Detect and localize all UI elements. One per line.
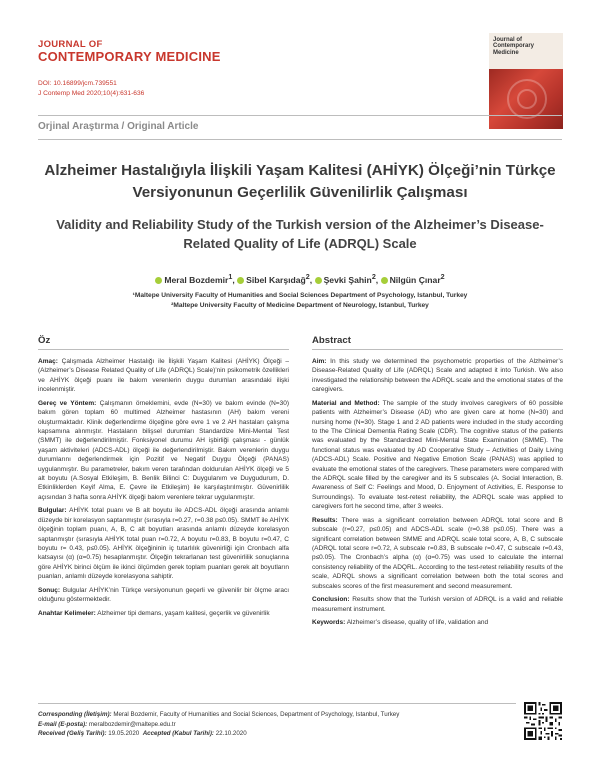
journal-name-line1: JOURNAL OF [38, 39, 103, 50]
header-divider [38, 115, 562, 116]
received-date: 19.05.2020 [108, 730, 140, 738]
oz-keywords: Alzheimer tipi demans, yaşam kalitesi, geçerlik ve güvenirlik [97, 609, 270, 617]
author[interactable]: Şevki Şahin$^2$ [315, 275, 376, 285]
correspondence: Corresponding (İletişim): Meral Bozdemir, Faculty of Humanities and Social Sciences, Department of Psychology, Istanbul, Turkey E-mail (E-posta): meralbozdemir@maltepe.edu.tr Received (Geliş Tarihi): 19.05.2020 Accepted (Kabul Tarihi): 22.10.2020 [38, 711, 400, 738]
oz-sonuc: Bulgular AHİYK’nin Türkçe versiyonunun geçerli ve güvenilir bir ölçme aracı olduğunu göstermektedir. [38, 586, 289, 604]
footer-divider [38, 703, 516, 704]
article-type-divider [38, 139, 562, 140]
abstract-aim: In this study we determined the psychometric properties of the Alzheimer’s Disease-Related Quality of Life (ADRQL) Scale and adapted it into Turkish. We also investigated the relationship between the ADRQL scale and the emotional states of the caregivers. [312, 358, 563, 394]
abstract-heading: Abstract [312, 335, 563, 350]
orcid-icon[interactable] [315, 277, 322, 284]
author-list: Meral Bozdemir$^1$, Sibel Karşıdağ$^2$, Şevki Şahin$^2$, Nilgün Çınar$^2$ [40, 273, 560, 285]
abstract-results: There was a significant correlation between ADRQL total score and B subscale (r=0.27, p≤0.05) and ADCS-ADL scale (r=0.38 p≤0.05). There was a significant correlation between SMME and ADRQL scale total score, A, B, C subscale (ADRQL total score r=0.72, A subscale r=0.83, B subscale r=0.47, C subscale r=0.43, p≤0.05). The Cronbach’s alpha (α) (α=0.75) was used to calculate the internal consistency reliability of the ADQRL. According to the test-retest reliability results of the scale, ADRQL shows a significant correlation between both the total scores and subscales scores of the first measurement and second measurement. [312, 516, 563, 590]
abstract-conclusion: Results show that the Turkish version of ADRQL is a valid and reliable measurement instrument. [312, 596, 563, 613]
affiliation: ¹Maltepe University Faculty of Humanities and Social Sciences Department of Psychology, Istanbul, Turkey [132, 292, 468, 299]
orcid-icon[interactable] [381, 277, 388, 284]
citation: J Contemp Med 2020;10(4):631-636 [38, 90, 145, 98]
corresponding-author: Meral Bozdemir, Faculty of Humanities and Social Sciences, Department of Psychology, Istanbul, Turkey [113, 711, 400, 718]
affiliations [40, 291, 560, 311]
title-english: Validity and Reliability Study of the Turkish version of the Alzheimer’s Disease-Related Quality of Life (ADRQL) Scale [56, 217, 544, 251]
author[interactable]: Nilgün Çınar$^2$ [381, 275, 445, 285]
doi-link[interactable]: DOI: 10.16899/jcm.739551 [38, 80, 117, 87]
oz-heading: Öz [38, 335, 289, 350]
abstract-method: The sample of the study involves caregivers of 60 possible patients with Alzheimer’s Disease (AD) who are given care at home (N=30) and nursing home (N=30). Stage 1 and 2 AD patients were included in the study according to the The Clinical Dementia Rating Scale (CDR). The cognitive status of the patients was evaluated by the Standardized Mini-Mental State Examination (SMME). The functional status was evaluated by AD Cooperative Study – Activities of Daily Living (ADCS-ADL) Scale. Positive and Negative Emotion Scale (PANAS) was applied to evaluate the emotional states of the caregivers. These parameters were compared with the ADRQL scale filled by the caregiver and its 5 subscales (A. Social Interaction, B. Awareness of Self C: Feelings and Mood, D. Enjoyment of Activities, E. Response to Surroundings). To evaluate test-retest reliability, the ADRQL scale was applied to caregivers fort he second time, after 3 weeks. [312, 399, 563, 511]
oz-body: Amaç: Çalışmada Alzheimer Hastalığı ile İlişkili Yaşam Kalitesi (AHİYK) Ölçeği – (Alzheimer’s Disease Related Quality of Life (ADRQL) Scale)’nin psikometrik özellikleri ve AHİYK ölçeği puanı ile bakım verenlerin duygu durumları arasındaki ilişki incelenmiştir. Gereç ve Yöntem: Çalışmanın örneklemini, evde (N=30) ve bakım evinde (N=30) bakım gören toplam 60 multimed Alzheimer hastasının (AH) bakım vereni oluşturmaktadır. Klinik değerlendirme ölçeğine göre evre 1 ve 2 AH hastaları çalışma kapsamına alınmıştır. Hastaların bilişsel durumları Standardize Mini-Mental Test (SMMT) ile değerlendirilmiştir. Fonksiyonel durumu AH işbirliği çalışması - günlük yaşam aktiviteleri (ADCS-ADL) ölçeği ile değerlendirilmiştir. Bakım verenlerin duygu durumlarını değerlendirmek için Pozitif ve Negatif Duygu Ölçeği (PANAS) uygulanmıştır. Bu parametreler, bakım veren tarafından doldurulan AHİYK ölçeği ve 5 alt boyutu (A.Sosyal Etkileşim, B. Benlik Bilinci C: Duygulanım ve Duygudurum, D. Etkinliklerden Keyif Alma, E. Çevre ile Etkileşim) ile karşılaştırılmıştır. Güvenirlilik açısından 3 hafta sonra AHİYK ölçeği bakım verenlere tekrar uygulanmıştır. Bulgular: AHİYK total puanı ve B alt boyutu ile ADCS-ADL ölçeği arasında anlamlı düzeyde bir korelasyon saptanmıştır (sırasıyla r=0.27, r=0.38 p≤0.05). SMMT ile AHİYK ölçeğinin toplam puanı, A, B, C alt boyutları arasında anlamlı düzeyde korelasyon saptanmıştır (sırasıyla AHİYK total puan r=0.72, A boyutu r=0.83, B boyutu r=0.47, C boyutu r= 0.43, p≤0.05). AHİYK ölçeğininin iç tutarlılık güvenirliği için Cronbach alfa katsayısı (α) (α=0.75) hesaplanmıştır. Ölçeğin tekrarlanan test güvenirlilik sonuçlarına göre AHİYK birinci ölçüm ile ikinci ölçümden gerek toplam puanları gerek alt boyutların puanları, anlamlı düzeyde korelasyona sahiptir. Sonuç: Bulgular AHİYK’nin Türkçe versiyonunun geçerli ve güvenilir bir ölçme aracı olduğunu göstermektedir. Anahtar Kelimeler: Alzheimer tipi demans, yaşam kalitesi, geçerlik ve güvenirlik [38, 358, 290, 617]
title-turkish: Alzheimer Hastalığıyla İlişkili Yaşam Kalitesi (AHİYK) Ölçeği’nin Türkçe Versiyonunun Geçerlilik Güvenilirlik Çalışması [44, 162, 556, 201]
affiliation: ²Maltepe University Faculty of Medicine Department of Neurology, Istanbul, Turkey [171, 301, 429, 309]
oz-amac: Çalışmada Alzheimer Hastalığı ile İlişkili Yaşam Kalitesi (AHİYK) Ölçeği – (Alzheimer’s Disease Related Quality of Life (ADRQL) Scale)’nin psikometrik özellikleri ve AHİYK ölçeği puanı ile bakım verenlerin duygu durumları arasındaki ilişki incelenmiştir. [38, 358, 290, 394]
email-link[interactable]: meralbozdemir@maltepe.edu.tr [88, 720, 176, 728]
abstract-keywords: Alzheimer’s disease, quality of life, validation and [346, 618, 489, 626]
abstract-section [312, 335, 563, 631]
oz-bulgular: AHİYK total puanı ve B alt boyutu ile ADCS-ADL ölçeği arasında anlamlı düzeyde bir korelasyon saptanmıştır (sırasıyla r=0.27, r=0.38 p≤0.05). SMMT ile AHİYK ölçeğinin toplam puanı, A, B, C alt boyutları arasında anlamlı düzeyde korelasyon saptanmıştır (sırasıyla AHİYK total puan r=0.72, A boyutu r=0.83, B boyutu r=0.47, C boyutu r= 0.43, p≤0.05). AHİYK ölçeğininin iç tutarlılık güvenirliği için Cronbach alfa katsayısı (α) (α=0.75) hesaplanmıştır. Ölçeğin tekrarlanan test güvenirlilik sonuçlarına göre AHİYK birinci ölçüm ile ikinci ölçümden gerek toplam puanları gerek alt boyutların puanları, anlamlı düzeyde korelasyona sahiptir. [38, 507, 289, 581]
journal-name-line2: CONTEMPORARY MEDICINE [38, 49, 221, 65]
accepted-date: 22.10.2020 [215, 730, 247, 738]
author[interactable]: Meral Bozdemir$^1$ [155, 275, 232, 285]
qr-code-icon[interactable] [524, 702, 562, 740]
oz-gerec: Çalışmanın örneklemini, evde (N=30) ve bakım evinde (N=30) bakım gören toplam 60 multimed Alzheimer hastasının (AH) bakım vereni oluşturmaktadır. Klinik değerlendirme ölçeğine göre evre 1 ve 2 AH hastaları çalışma kapsamına alınmıştır. Hastaların bilişsel durumları Standardize Mini-Mental Test (SMMT) ile değerlendirilmiştir. Fonksiyonel durumu AH işbirliği çalışması - günlük yaşam aktiviteleri (ADCS-ADL) ölçeği ile değerlendirilmiştir. Bakım verenlerin duygu durumlarını değerlendirmek için Pozitif ve Negatif Duygu Ölçeği (PANAS) uygulanmıştır. Bu parametreler, bakım veren tarafından doldurulan AHİYK ölçeği ve 5 alt boyutu (A.Sosyal Etkileşim, B. Benlik Bilinci C: Duygulanım ve Duygudurum, D. Etkinliklerden Keyif Alma, E. Çevre ile Etkileşim) ile karşılaştırılmıştır. Güvenirlilik açısından 3 hafta sonra AHİYK ölçeği bakım verenlere tekrar uygulanmıştır. [38, 399, 289, 501]
oz-section [38, 335, 289, 622]
orcid-icon[interactable] [155, 277, 162, 284]
orcid-icon[interactable] [237, 277, 244, 284]
article-type: Orjinal Araştırma / Original Article [38, 121, 199, 132]
abstract-body: Aim: In this study we determined the psychometric properties of the Alzheimer’s Disease-Related Quality of Life (ADRQL) Scale and adapted it into Turkish. We also investigated the relationship between the ADRQL scale and the emotional states of the caregivers. Material and Method: The sample of the study involves caregivers of 60 possible patients with Alzheimer’s Disease (AD) who are given care at home (N=30) and nursing home (N=30). Stage 1 and 2 AD patients were included in the study according to the The Clinical Dementia Rating Scale (CDR). The cognitive status of the patients was evaluated by the Standardized Mini-Mental State Examination (SMME). The functional status was evaluated by AD Cooperative Study – Activities of Daily Living (ADCS-ADL) Scale. Positive and Negative Emotion Scale (PANAS) was applied to evaluate the emotional states of the caregivers. These parameters were compared with the ADRQL scale filled by the caregiver and its 5 subscales (A. Social Interaction, B. Awareness of Self C: Feelings and Mood, D. Enjoyment of Activities, E. Response to Surroundings). To evaluate test-retest reliability, the ADRQL scale was applied to caregivers fort he second time, after 3 weeks. Results: There was a significant correlation between ADRQL total score and B subscale (r=0.27, p≤0.05) and ADCS-ADL scale (r=0.38 p≤0.05). There was a significant correlation between SMME and ADRQL scale total score, A, B, C subscale (ADRQL total score r=0.72, A subscale r=0.83, B subscale r=0.47, C subscale r=0.43, p≤0.05). The Cronbach’s alpha (α) (α=0.75) was used to calculate the internal consistency reliability of the ADQRL. According to the test-retest reliability results of the scale, ADRQL shows a significant correlation between both the total scores and subscales scores of the first measurement and second measurement. Conclusion: Results show that the Turkish version of ADRQL is a valid and reliable measurement instrument. Keywords: Alzheimer’s disease, quality of life, validation and [312, 358, 563, 626]
journal-name [38, 40, 221, 65]
cover-title: Journal of Contemporary Medicine [493, 37, 535, 56]
author[interactable]: Sibel Karşıdağ$^2$ [237, 275, 310, 285]
article-meta [38, 79, 144, 99]
